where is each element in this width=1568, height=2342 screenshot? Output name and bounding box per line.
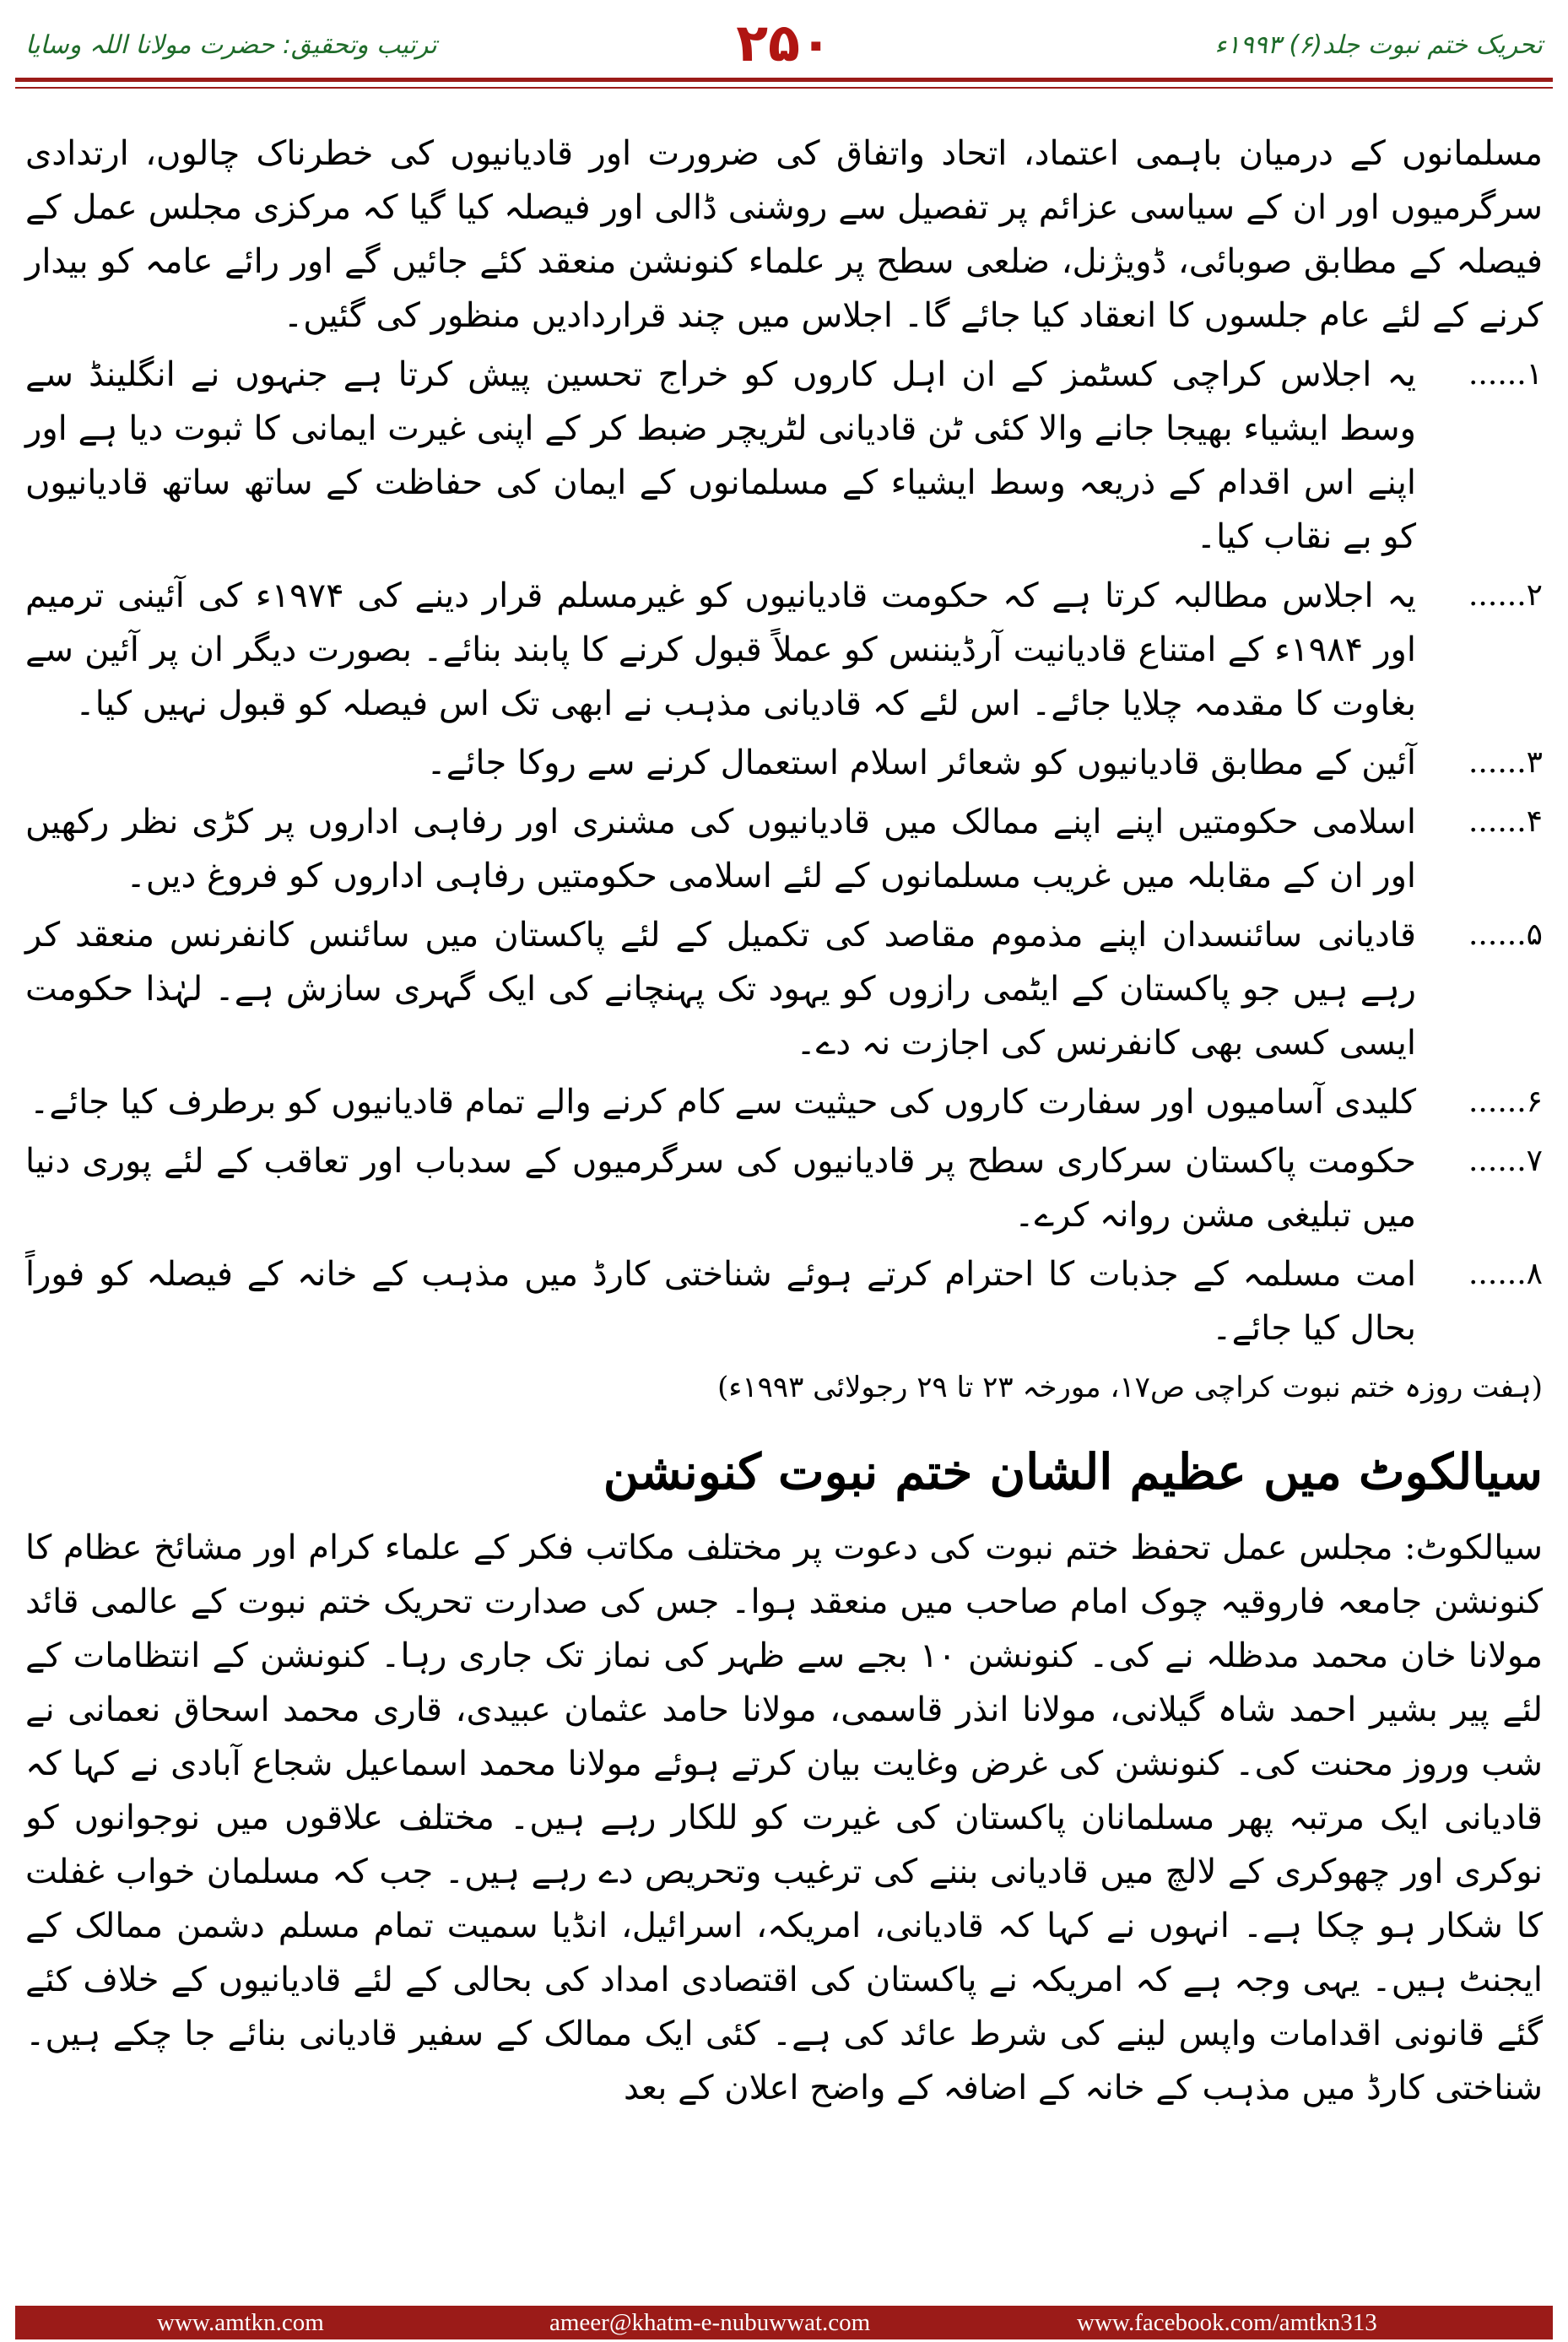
footer-email-link[interactable]: ameer@khatm-e-nubuwwat.com [549, 2309, 871, 2336]
header-rule [15, 78, 1553, 82]
book-title: تحریک ختم نبوت جلد(۶) ۱۹۹۳ء [1214, 30, 1543, 60]
resolution-item [25, 348, 1543, 564]
resolution-text: قادیانی سائنسدان اپنے مذموم مقاصد کی تکمیل کے لئے پاکستان میں سائنس کانفرنس منعقد کر رہے ہیں جو پاکستان کے ایٹمی رازوں کو یہود تک پہنچانے کی ایک گہری سازش ہے۔ لہٰذا حکومت ایسی کسی بھی کانفرنس کی اجازت نہ دے۔ [25, 916, 1416, 1063]
resolution-item [25, 908, 1543, 1070]
resolution-item [25, 1075, 1543, 1129]
resolution-text: یہ اجلاس مطالبہ کرتا ہے کہ حکومت قادیانیوں کو غیرمسلم قرار دینے کی ۱۹۷۴ء کی آئینی ترمیم اور ۱۹۸۴ء کے امتناع قادیانیت آرڈیننس کو عملاً قبول کرنے کا پابند بنائے۔ بصورت دیگر ان پر آئین سے بغاوت کا مقدمہ چلایا جائے۔ اس لئے کہ قادیانی مذہب نے ابھی تک اس فیصلہ کو قبول نہیں کیا۔ [25, 576, 1417, 723]
page-header [0, 0, 1568, 110]
resolutions-list [25, 348, 1543, 1355]
header-rule-thin [15, 87, 1553, 89]
resolution-number: ۳...... [1468, 745, 1543, 780]
resolution-text: یہ اجلاس کراچی کسٹمز کے ان اہل کاروں کو خراج تحسین پیش کرتا ہے جنہوں نے انگلینڈ سے وسط ایشیاء بھیجا جانے والا کئی ٹن قادیانی لٹریچر ضبط کر کے اپنی غیرت ایمانی کا ثبوت دیا ہے اور اپنے اس اقدام کے ذریعہ وسط ایشیاء کے مسلمانوں کے ایمان کی حفاظت کے ساتھ ساتھ قادیانیوں کو بے نقاب کیا۔ [25, 355, 1417, 556]
resolution-text: امت مسلمہ کے جذبات کا احترام کرتے ہوئے شناختی کارڈ میں مذہب کے خانہ کے فیصلہ کو فوراً بحال کیا جائے۔ [25, 1255, 1416, 1348]
compiler-credit: ترتیب وتحقیق: حضرت مولانا اللہ وسایا [25, 30, 437, 60]
section-heading: سیالکوٹ میں عظیم الشان ختم نبوت کنونشن [603, 1443, 1543, 1501]
resolution-number: ۵...... [1468, 917, 1543, 952]
resolution-number: ۱...... [1468, 357, 1543, 392]
resolution-number: ۴...... [1468, 804, 1543, 839]
section-paragraph: سیالکوٹ: مجلس عمل تحفظ ختم نبوت کی دعوت پر مختلف مکاتب فکر کے علماء کرام اور مشائخ عظام کا کنونشن جامعہ فاروقیہ چوک امام صاحب میں منعقد ہوا۔ جس کی صدارت تحریک ختم نبوت کے عالمی قائد مولانا خان محمد مدظلہ نے کی۔ کنونشن ۱۰ بجے سے ظہر کی نماز تک جاری رہا۔ کنونشن کے انتظامات کے لئے پیر بشیر احمد شاہ گیلانی، مولانا انذر قاسمی، مولانا حامد عثمان عبیدی، قاری محمد اسحاق نعمانی نے شب وروز محنت کی۔ کنونشن کی غرض وغایت بیان کرتے ہوئے مولانا محمد اسماعیل شجاع آبادی نے کہا کہ قادیانی ایک مرتبہ پھر مسلمانان پاکستان کی غیرت کو للکار رہے ہیں۔ مختلف علاقوں میں نوجوانوں کو نوکری اور چھوکری کے لالچ میں قادیانی بننے کی ترغیب وتحریص دے رہے ہیں۔ جب کہ مسلمان خواب غفلت کا شکار ہو چکا ہے۔ انہوں نے کہا کہ قادیانی، امریکہ، اسرائیل، انڈیا سمیت تمام مسلم دشمن ممالک کے ایجنٹ ہیں۔ یہی وجہ ہے کہ امریکہ نے پاکستان کی اقتصادی امداد کی بحالی کے لئے قادیانیوں کے خلاف کئے گئے قانونی اقدامات واپس لینے کی شرط عائد کی ہے۔ کئی ایک ممالک کے سفیر قادیانی بنائے جا چکے ہیں۔ شناختی کارڈ میں مذہب کے خانہ کے اضافہ کے واضح اعلان کے بعد [25, 1528, 1544, 2107]
page-footer [15, 2306, 1553, 2339]
footer-website-link[interactable]: www.amtkn.com [157, 2309, 324, 2336]
resolution-item [25, 1134, 1543, 1242]
resolution-text: حکومت پاکستان سرکاری سطح پر قادیانیوں کی سرگرمیوں کے سدباب اور تعاقب کے لئے پوری دنیا میں تبلیغی مشن روانہ کرے۔ [25, 1142, 1416, 1235]
resolution-item [25, 736, 1543, 790]
resolution-text: آئین کے مطابق قادیانیوں کو شعائر اسلام استعمال کرنے سے روکا جائے۔ [426, 744, 1416, 782]
page-number: ۲۵۰ [736, 12, 832, 73]
resolution-number: ۷...... [1468, 1144, 1543, 1178]
resolution-item [25, 795, 1543, 903]
footer-facebook-link[interactable]: www.facebook.com/amtkn313 [1077, 2309, 1377, 2336]
resolution-item [25, 1247, 1543, 1355]
intro-paragraph: مسلمانوں کے درمیان باہمی اعتماد، اتحاد واتفاق کی ضرورت اور قادیانیوں کی خطرناک چالوں، ارتدادی سرگرمیوں اور ان کے سیاسی عزائم پر تفصیل سے روشنی ڈالی اور فیصلہ کیا گیا کہ مرکزی مجلس عمل کے فیصلہ کے مطابق صوبائی، ڈویژنل، ضلعی سطح پر علماء کنونشن منعقد کئے جائیں گے اور رائے عامہ کو بیدار کرنے کے لئے عام جلسوں کا انعقاد کیا جائے گا۔ اجلاس میں چند قراردادیں منظور کی گئیں۔ [25, 134, 1543, 335]
resolution-number: ۲...... [1468, 578, 1543, 613]
resolution-item [25, 569, 1543, 731]
resolution-text: اسلامی حکومتیں اپنے اپنے ممالک میں قادیانیوں کی مشنری اور رفاہی اداروں پر کڑی نظر رکھیں اور ان کے مقابلہ میں غریب مسلمانوں کے لئے اسلامی حکومتیں رفاہی اداروں کو فروغ دیں۔ [25, 803, 1417, 895]
page-body [25, 127, 1543, 2296]
resolution-number: ۶...... [1468, 1084, 1543, 1119]
resolution-text: کلیدی آسامیوں اور سفارت کاروں کی حیثیت سے کام کرنے والے تمام قادیانیوں کو برطرف کیا جائے۔ [29, 1083, 1416, 1122]
source-citation: (ہفت روزہ ختم نبوت کراچی ص۱۷، مورخہ ۲۳ تا ۲۹ رجولائی ۱۹۹۳ء) [717, 1371, 1543, 1404]
resolution-number: ۸...... [1468, 1257, 1543, 1291]
